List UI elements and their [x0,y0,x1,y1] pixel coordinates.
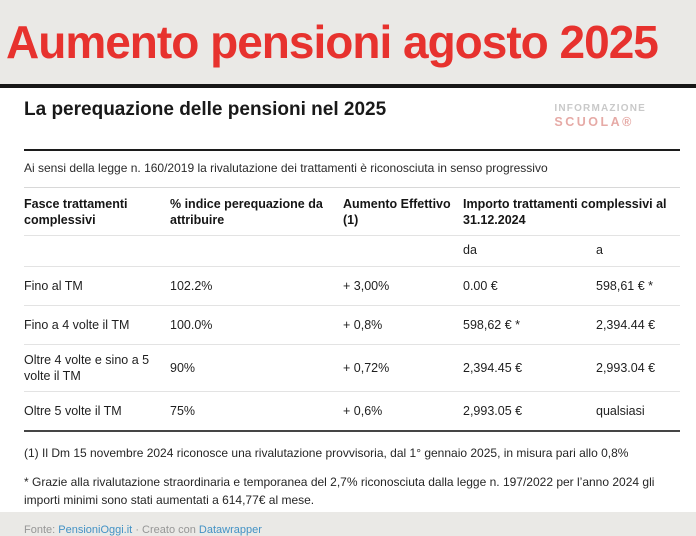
headline-banner [0,0,696,84]
cell-aumento: + 3,00% [343,279,390,294]
chart-title: La perequazione delle pensioni nel 2025 [24,99,387,120]
subheader-a: a [596,243,603,258]
datawrapper-link[interactable]: Datawrapper [198,524,262,536]
cell-indice: 75% [170,404,196,419]
cell-indice: 100.0% [170,318,213,333]
table-row [24,392,680,432]
logo-line1: INFORMAZIONE [554,103,646,114]
table-header-row [24,188,680,237]
cell-fascia: Oltre 4 volte e sino a 5 volte il TM [24,353,150,384]
footer-separator: · [135,524,139,536]
footnote-asterisk: * Grazie alla rivalutazione straordinaria e temporanea del 2,7% riconosciuta dalla legge n. 197/2022 per l’anno 2024 gli importi minimi sono stati aumentati a 614,77€ al mese. [24,475,655,507]
footnote-1: (1) Il Dm 15 novembre 2024 riconosce una rivalutazione provvisoria, dal 1° gennaio 2025, in misura pari allo 0,8% [24,446,629,461]
title-divider [24,149,680,151]
attribution-footer [24,524,680,536]
cell-importo-a: 2,394.44 € [596,318,656,333]
cell-importo-da: 2,993.05 € [463,404,523,419]
source-prefix: Fonte: [24,524,56,536]
cell-fascia: Oltre 5 volte il TM [24,404,122,419]
cell-importo-da: 0.00 € [463,279,498,294]
logo-line2: SCUOLA® [554,115,634,129]
column-header-importo: Importo trattamenti complessivi al 31.12.2024 [463,196,667,228]
cell-aumento: + 0,6% [343,404,383,419]
cell-aumento: + 0,8% [343,318,383,333]
table-row [24,267,680,306]
informazione-scuola-logo [554,103,646,130]
column-header-indice: % indice perequazione da attribuire [170,196,323,228]
table-row [24,345,680,392]
subheader-da: da [463,243,477,258]
chart-card [0,88,696,536]
source-link[interactable]: PensioniOggi.it [58,524,133,536]
chart-intro: Ai sensi della legge n. 160/2019 la rivalutazione dei trattamenti è riconosciuta in senso progressivo [24,160,680,188]
cell-importo-a: qualsiasi [596,404,645,419]
column-header-aumento-line1: Aumento Effettivo [343,196,451,211]
column-header-aumento [343,196,463,229]
column-header-fasce: Fasce trattamenti complessivi [24,196,128,228]
created-with-label: Creato con [142,524,196,536]
table-row [24,306,680,345]
cell-aumento: + 0,72% [343,361,390,376]
cell-fascia: Fino a 4 volte il TM [24,318,130,333]
cell-indice: 90% [170,361,196,376]
cell-importo-da: 598,62 € * [463,318,520,333]
cell-importo-a: 598,61 € * [596,279,653,294]
cell-importo-da: 2,394.45 € [463,361,523,376]
table-subheader-row [24,236,680,267]
cell-fascia: Fino al TM [24,279,83,294]
cell-importo-a: 2,993.04 € [596,361,656,376]
cell-indice: 102.2% [170,279,213,294]
column-header-aumento-line2: (1) [343,213,359,228]
banner-title: Aumento pensioni agosto 2025 [6,16,658,68]
